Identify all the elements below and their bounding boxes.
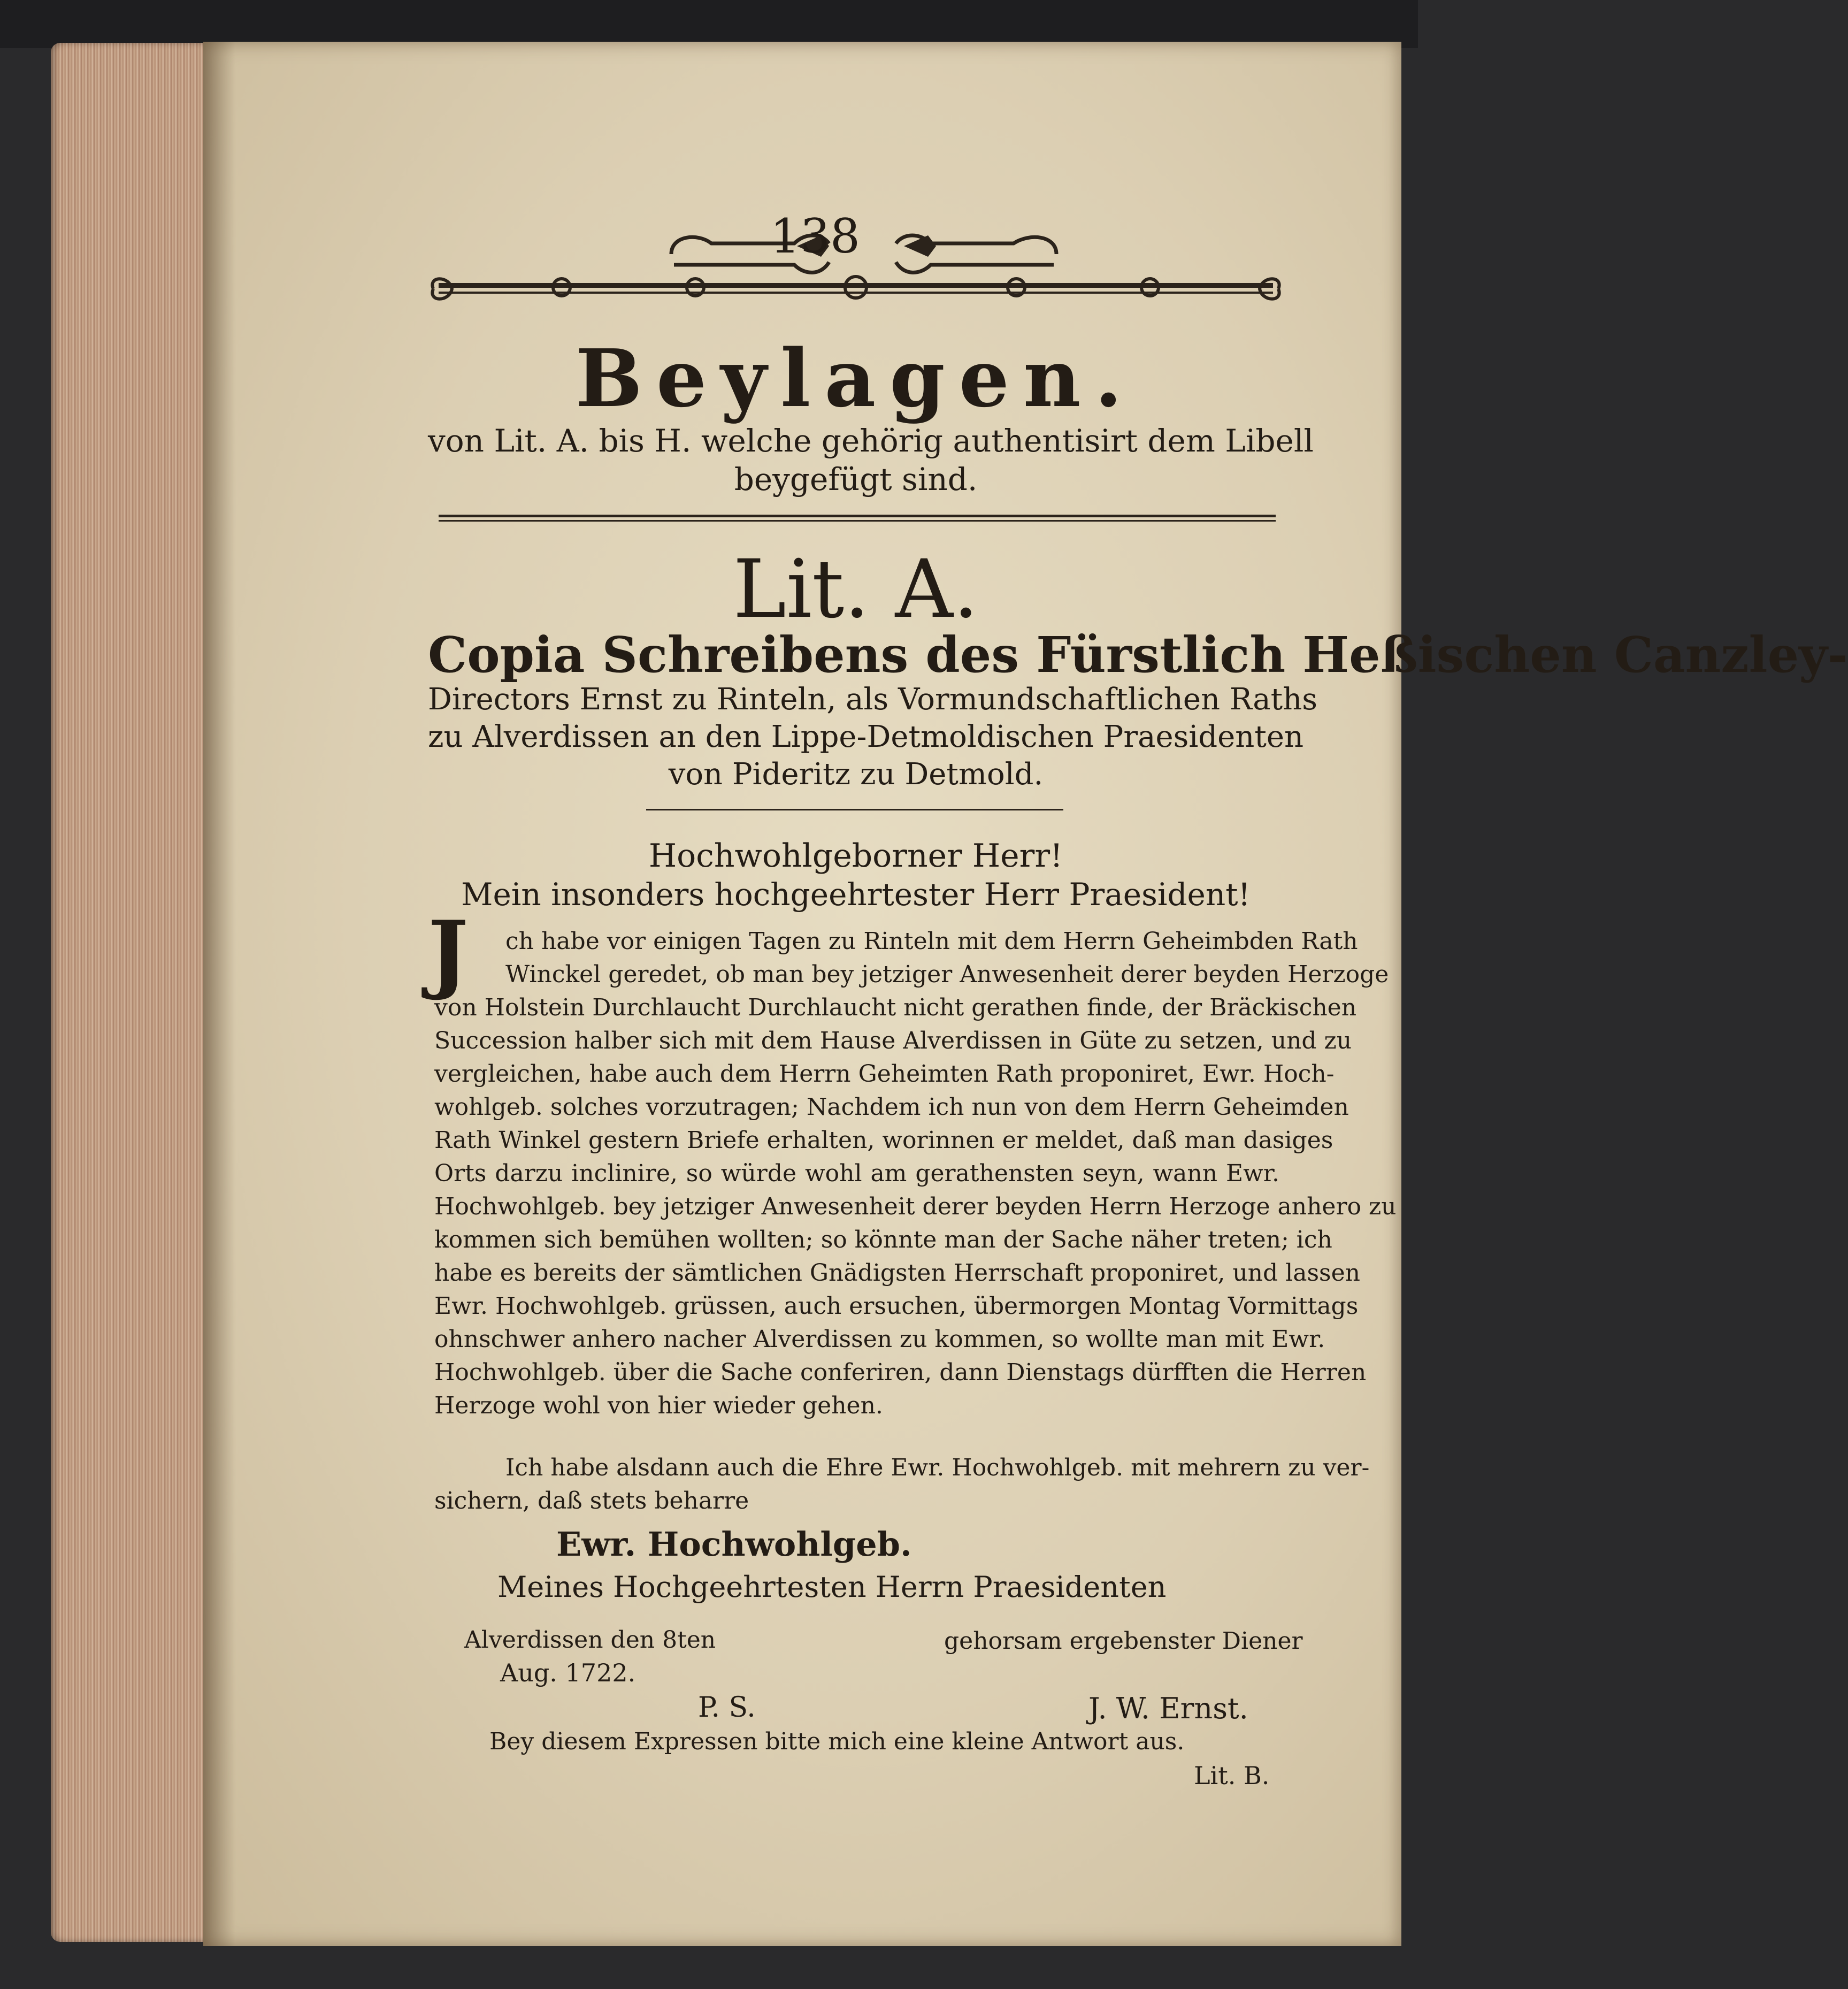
page-number: 138 xyxy=(770,209,860,264)
closing-formula: gehorsam ergebenster Diener xyxy=(944,1627,1303,1655)
date: Aug. 1722. xyxy=(500,1658,636,1687)
letter-line: Winckel geredet, ob man bey jetziger Anwesenheit derer beyden Herzoge xyxy=(505,961,1389,988)
dark-backdrop xyxy=(0,0,1418,48)
letter-line: vergleichen, habe auch dem Herrn Geheimten Rath proponiret, Ewr. Hoch- xyxy=(434,1060,1335,1088)
subtitle-line: beygefügt sind. xyxy=(734,461,978,498)
closing-paragraph-line: sichern, daß stets beharre xyxy=(434,1487,749,1514)
document-heading-line: von Pideritz zu Detmold. xyxy=(668,757,1044,792)
letter-line: kommen sich bemühen wollten; so könnte man der Sache näher treten; ich xyxy=(434,1226,1332,1253)
letter-line: von Holstein Durchlaucht Durchlaucht nicht gerathen finde, der Bräckischen xyxy=(434,994,1357,1021)
page-gutter-shadow xyxy=(203,42,235,1946)
letter-line: Hochwohlgeb. bey jetziger Anwesenheit derer beyden Herrn Herzoge anhero zu xyxy=(434,1193,1397,1220)
letter-line: Orts darzu inclinire, so würde wohl am gerathensten seyn, wann Ewr. xyxy=(434,1160,1279,1187)
document-heading-line: Copia Schreibens des Fürstlich Heßischen Canzley- xyxy=(428,626,1848,684)
drop-cap: J xyxy=(428,902,469,1003)
letter-line: Ewr. Hochwohlgeb. grüssen, auch ersuchen, übermorgen Montag Vormittags xyxy=(434,1292,1359,1320)
closing-paragraph-line: Ich habe alsdann auch die Ehre Ewr. Hochwohlgeb. mit mehrern zu ver- xyxy=(505,1454,1370,1481)
title: Beylagen. xyxy=(575,332,1137,425)
postscript-label: P. S. xyxy=(698,1692,756,1724)
section-heading: Lit. A. xyxy=(733,543,979,636)
book-fore-edge xyxy=(51,43,206,1942)
divider xyxy=(439,515,1276,517)
document-heading-line: zu Alverdissen an den Lippe-Detmoldischen Praesidenten xyxy=(428,720,1304,754)
valediction: Ewr. Hochwohlgeb. xyxy=(556,1525,912,1564)
letter-line: Rath Winkel gestern Briefe erhalten, worinnen er meldet, daß man dasiges xyxy=(434,1127,1333,1154)
subtitle-line: von Lit. A. bis H. welche gehörig authentisirt dem Libell xyxy=(428,423,1314,459)
valediction: Meines Hochgeehrtesten Herrn Praesidenten xyxy=(497,1570,1167,1604)
signature: J. W. Ernst. xyxy=(1088,1692,1248,1725)
letter-line: habe es bereits der sämtlichen Gnädigsten Herrschaft proponiret, und lassen xyxy=(434,1259,1361,1287)
letter-line: Hochwohlgeb. über die Sache conferiren, dann Dienstags dürfften die Herren xyxy=(434,1359,1367,1386)
document-heading-line: Directors Ernst zu Rinteln, als Vormundschaftlichen Raths xyxy=(428,682,1317,717)
catchword: Lit. B. xyxy=(1194,1761,1270,1790)
salutation-line: Mein insonders hochgeehrtester Herr Praesident! xyxy=(461,876,1251,913)
letter-line: wohlgeb. solches vorzutragen; Nachdem ich nun von dem Herrn Geheimden xyxy=(434,1093,1349,1121)
letter-line: Herzoge wohl von hier wieder gehen. xyxy=(434,1392,883,1419)
postscript-text: Bey diesem Expressen bitte mich eine kleine Antwort aus. xyxy=(489,1728,1185,1755)
ornamental-rule-icon xyxy=(428,270,1284,308)
salutation-line: Hochwohlgeborner Herr! xyxy=(648,837,1063,875)
letter-line: Succession halber sich mit dem Hause Alverdissen in Güte zu setzen, und zu xyxy=(434,1027,1352,1054)
place: Alverdissen den 8ten xyxy=(464,1626,716,1654)
divider xyxy=(439,520,1276,522)
short-divider xyxy=(646,809,1063,810)
letter-line: ohnschwer anhero nacher Alverdissen zu kommen, so wollte man mit Ewr. xyxy=(434,1326,1325,1353)
letter-line: ch habe vor einigen Tagen zu Rinteln mit dem Herrn Geheimbden Rath xyxy=(505,928,1358,955)
